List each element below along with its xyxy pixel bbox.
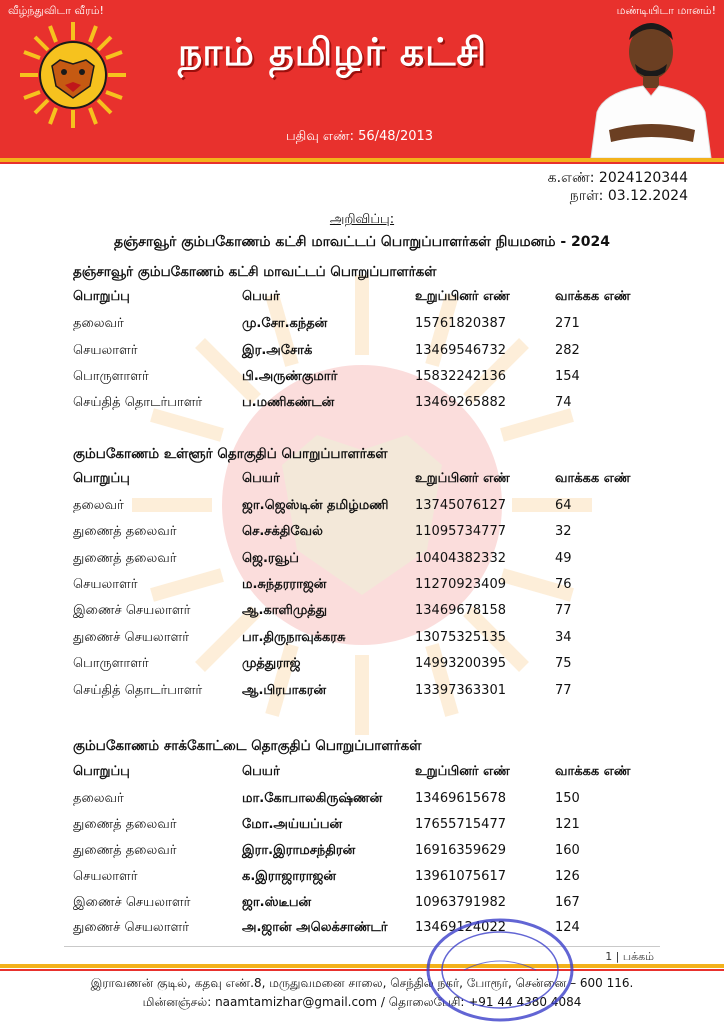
table-row: [0, 843, 724, 865]
row-booth: 77: [555, 683, 572, 698]
party-name-title: நாம் தமிழர் கட்சி: [178, 30, 488, 74]
row-role: தலைவர்: [73, 316, 124, 331]
party-seal-stamp: [424, 912, 576, 1024]
table-row: [0, 683, 724, 705]
row-name: ம.சுந்தரராஜன்: [242, 577, 327, 592]
row-role: தலைவர்: [73, 498, 124, 513]
row-member-id: 15832242136: [415, 369, 506, 384]
column-header-booth: வாக்கக எண்: [555, 471, 631, 486]
row-role: துணைச் செயலாளர்: [73, 920, 190, 935]
row-member-id: 13469678158: [415, 603, 506, 618]
office-address: இராவணன் குடில், கதவு எண்.8, மருதுவமனை சாலை, செந்தில் நகர், போரூர், சென்னை – 600 116.: [90, 976, 634, 990]
table-row: [0, 369, 724, 391]
column-header-member-id: உறுப்பினர் எண்: [415, 471, 510, 486]
header-divider-red: [0, 162, 724, 164]
row-booth: 271: [555, 316, 580, 331]
notice-label: அறிவிப்பு:: [329, 212, 395, 227]
row-booth: 77: [555, 603, 572, 618]
row-role: துணைத் தலைவர்: [73, 524, 177, 539]
row-member-id: 13469615678: [415, 791, 506, 806]
row-role: தலைவர்: [73, 791, 124, 806]
row-name: இர.அசோக்: [242, 343, 313, 358]
row-booth: 154: [555, 369, 580, 384]
row-member-id: 10404382332: [415, 551, 506, 566]
row-role: செய்தித் தொடர்பாளர்: [73, 395, 203, 410]
row-member-id: 13961075617: [415, 869, 506, 884]
row-role: இணைச் செயலாளர்: [73, 603, 191, 618]
row-role: துணைத் தலைவர்: [73, 843, 177, 858]
row-member-id: 11270923409: [415, 577, 506, 592]
row-name: அ.ஜான் அலெக்சாண்டர்: [242, 920, 388, 935]
row-name: மு.சோ.கந்தன்: [242, 316, 328, 331]
row-role: இணைச் செயலாளர்: [73, 895, 191, 910]
row-role: செய்தித் தொடர்பாளர்: [73, 683, 203, 698]
row-role: துணைச் செயலாளர்: [73, 630, 190, 645]
reference-number: க.எண்: 2024120344: [547, 170, 688, 186]
section-title: கும்பகோணம் சாக்கோட்டை தொகுதிப் பொறுப்பாளர்கள்: [73, 738, 422, 754]
row-booth: 126: [555, 869, 580, 884]
column-header-booth: வாக்கக எண்: [555, 289, 631, 304]
slogan-left: வீழ்ந்துவிடா வீரம்!: [8, 4, 104, 17]
row-member-id: 13469124022: [415, 920, 506, 935]
row-name: ப.மணிகண்டன்: [242, 395, 335, 410]
leader-portrait-icon: [585, 12, 715, 158]
row-booth: 75: [555, 656, 572, 671]
row-role: துணைத் தலைவர்: [73, 817, 177, 832]
row-name: ஆ.பிரபாகரன்: [242, 683, 327, 698]
row-booth: 167: [555, 895, 580, 910]
table-row: [0, 895, 724, 917]
row-booth: 282: [555, 343, 580, 358]
row-booth: 121: [555, 817, 580, 832]
registration-number: பதிவு எண்: 56/48/2013: [286, 129, 434, 144]
column-header-role: பொறுப்பு: [73, 289, 130, 304]
row-role: செயலாளர்: [73, 343, 138, 358]
row-booth: 160: [555, 843, 580, 858]
row-booth: 49: [555, 551, 572, 566]
table-row: [0, 498, 724, 520]
row-role: செயலாளர்: [73, 869, 138, 884]
row-role: பொருளாளர்: [73, 656, 149, 671]
row-name: ஜா.ஜெஸ்டின் தமிழ்மணி: [242, 498, 389, 513]
table-row: [0, 577, 724, 599]
row-member-id: 11095734777: [415, 524, 506, 539]
row-member-id: 17655715477: [415, 817, 506, 832]
table-header-row: [0, 289, 724, 311]
section-title: கும்பகோணம் உள்ளூர் தொகுதிப் பொறுப்பாளர்கள்: [73, 446, 388, 462]
row-name: முத்துராஜ்: [242, 656, 301, 671]
row-member-id: 13745076127: [415, 498, 506, 513]
page-number: 1 | பக்கம்: [605, 950, 654, 963]
column-header-name: பெயர்: [242, 764, 280, 779]
row-role: செயலாளர்: [73, 577, 138, 592]
row-booth: 124: [555, 920, 580, 935]
row-name: க.இராஜாராஜன்: [242, 869, 336, 884]
footer-divider: [0, 964, 724, 968]
letter-date: நாள்: 03.12.2024: [569, 188, 688, 204]
table-header-row: [0, 471, 724, 493]
table-row: [0, 817, 724, 839]
table-row: [0, 630, 724, 652]
footer-divider-red: [0, 969, 724, 971]
row-member-id: 14993200395: [415, 656, 506, 671]
row-name: ஜெ.ரவூப்: [242, 551, 299, 566]
row-booth: 34: [555, 630, 572, 645]
row-booth: 32: [555, 524, 572, 539]
letterhead-banner: [0, 0, 724, 158]
column-header-role: பொறுப்பு: [73, 471, 130, 486]
row-member-id: 13397363301: [415, 683, 506, 698]
row-name: பி.அருண்குமார்: [242, 369, 338, 384]
row-role: துணைத் தலைவர்: [73, 551, 177, 566]
table-row: [0, 551, 724, 573]
table-row: [0, 524, 724, 546]
table-row: [0, 869, 724, 891]
slogan-right: மண்டியிடா மானம்!: [616, 4, 716, 17]
table-row: [0, 791, 724, 813]
row-member-id: 16916359629: [415, 843, 506, 858]
row-booth: 64: [555, 498, 572, 513]
row-name: செ.சக்திவேல்: [242, 524, 323, 539]
row-name: பா.திருநாவுக்கரசு: [242, 630, 346, 645]
table-row: [0, 343, 724, 365]
column-header-name: பெயர்: [242, 289, 280, 304]
row-booth: 150: [555, 791, 580, 806]
row-booth: 74: [555, 395, 572, 410]
table-row: [0, 656, 724, 678]
column-header-member-id: உறுப்பினர் எண்: [415, 764, 510, 779]
row-name: மா.கோபாலகிருஷ்ணன்: [242, 791, 383, 806]
contact-info: மின்னஞ்சல்: naamtamizhar@gmail.com / தொலைபேசி: +91 44 4380 4084: [142, 995, 582, 1009]
column-header-role: பொறுப்பு: [73, 764, 130, 779]
row-booth: 76: [555, 577, 572, 592]
table-row: [0, 920, 724, 942]
table-header-row: [0, 764, 724, 786]
row-name: இரா.இராமசந்திரன்: [242, 843, 356, 858]
table-row: [0, 603, 724, 625]
table-row: [0, 395, 724, 417]
column-header-name: பெயர்: [242, 471, 280, 486]
row-member-id: 13469265882: [415, 395, 506, 410]
row-member-id: 10963791982: [415, 895, 506, 910]
row-member-id: 13075325135: [415, 630, 506, 645]
notice-subject: தஞ்சாவூர் கும்பகோணம் கட்சி மாவட்டப் பொறுப்பாளர்கள் நியமனம் - 2024: [113, 234, 611, 250]
section-title: தஞ்சாவூர் கும்பகோணம் கட்சி மாவட்டப் பொறுப்பாளர்கள்: [73, 264, 437, 280]
row-member-id: 15761820387: [415, 316, 506, 331]
row-name: ஆ.காளிமுத்து: [242, 603, 328, 618]
row-name: மோ.அய்யப்பன்: [242, 817, 343, 832]
column-header-member-id: உறுப்பினர் எண்: [415, 289, 510, 304]
column-header-booth: வாக்கக எண்: [555, 764, 631, 779]
row-role: பொருளாளர்: [73, 369, 149, 384]
tiger-sun-logo-icon: [18, 20, 128, 130]
table-row: [0, 316, 724, 338]
row-name: ஜா.ஸ்டீபன்: [242, 895, 312, 910]
row-member-id: 13469546732: [415, 343, 506, 358]
